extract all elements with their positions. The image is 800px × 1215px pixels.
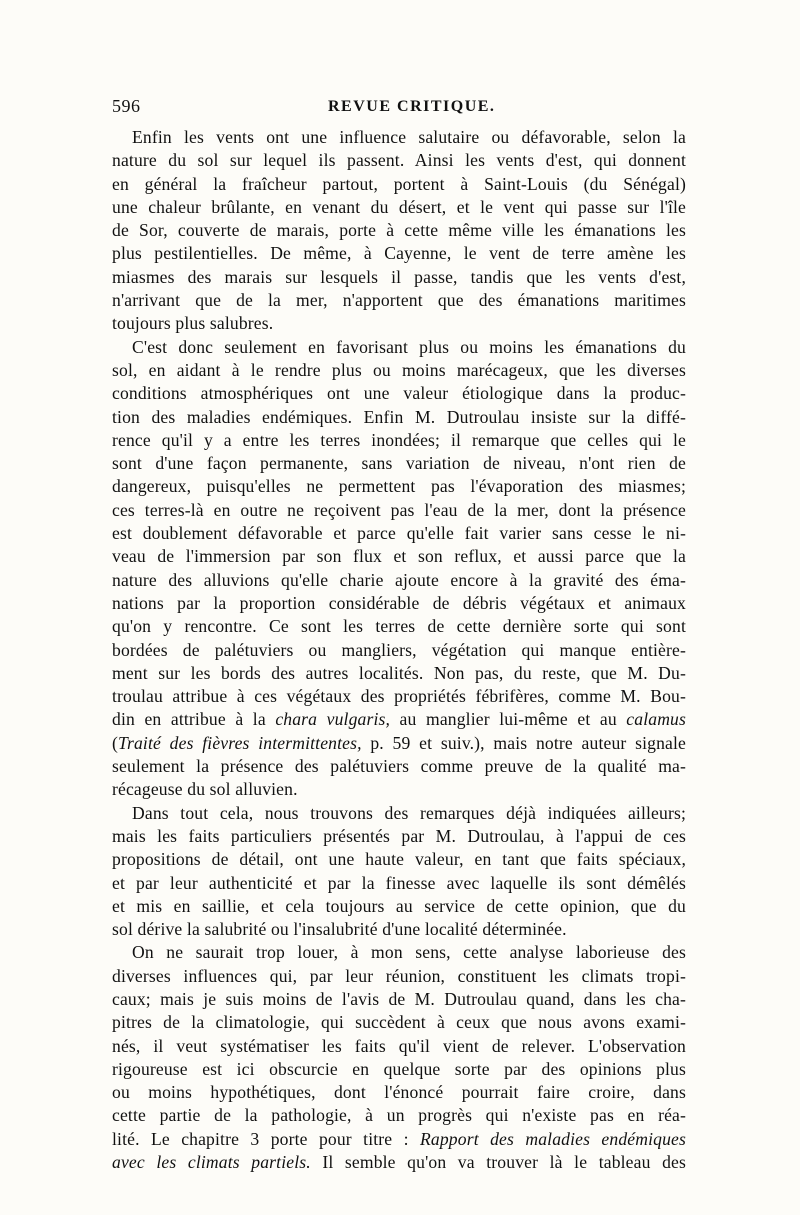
text-run: On ne saurait trop louer, à mon sens, cette analyse laborieuse des bbox=[132, 942, 686, 963]
text-line bbox=[112, 382, 686, 405]
text-line bbox=[112, 732, 686, 755]
text-run: bordées de palétuviers ou mangliers, végétation qui manque entière- bbox=[112, 639, 686, 660]
text-line bbox=[112, 452, 686, 475]
text-run: miasmes des marais sur lesquels il passe, tandis que les vents d'est, bbox=[112, 266, 686, 287]
text-line bbox=[112, 1058, 686, 1081]
text-run: Il semble qu'on va trouver là le tableau des bbox=[310, 1152, 686, 1173]
text-run: ces terres-là en outre ne reçoivent pas l'eau de la mer, dont la présence bbox=[112, 499, 686, 520]
text-run: ( bbox=[112, 732, 119, 753]
text-line bbox=[112, 708, 686, 731]
text-run: conditions atmosphériques ont une valeur étiologique dans la produc- bbox=[112, 383, 686, 404]
text-run: pitres de la climatologie, qui succèdent à ceux que nous avons exami- bbox=[112, 1012, 686, 1033]
text-line bbox=[112, 941, 686, 964]
text-run: et mis en saillie, et cela toujours au service de cette opinion, que du bbox=[112, 895, 686, 916]
text-run: une chaleur brûlante, en venant du désert, et le vent qui passe sur l'île bbox=[112, 196, 686, 217]
text-line bbox=[112, 1104, 686, 1127]
text-run: din en attribue à la bbox=[112, 709, 276, 730]
text-run: est doublement défavorable et parce qu'elle fait varier sans cesse le ni- bbox=[112, 523, 686, 544]
text-line bbox=[112, 219, 686, 242]
text-line bbox=[112, 1081, 686, 1104]
text-line bbox=[112, 1151, 686, 1174]
text-line bbox=[112, 755, 686, 778]
text-run: propositions de détail, ont une haute valeur, en tant que faits spéciaux, bbox=[112, 849, 686, 870]
text-line bbox=[112, 965, 686, 988]
text-line bbox=[112, 592, 686, 615]
page-number: 596 bbox=[112, 96, 141, 116]
text-line bbox=[112, 685, 686, 708]
text-run: p. 59 et suiv.), mais notre auteur signale bbox=[361, 732, 686, 753]
text-run: seulement la présence des palétuviers comme preuve de la qualité ma- bbox=[112, 756, 686, 777]
text-line bbox=[112, 336, 686, 359]
text-run: cette partie de la pathologie, à un progrès qui n'existe pas en réa- bbox=[112, 1105, 686, 1126]
text-line bbox=[112, 312, 686, 335]
text-line bbox=[112, 569, 686, 592]
text-line bbox=[112, 1128, 686, 1151]
text-line bbox=[112, 242, 686, 265]
text-line bbox=[112, 872, 686, 895]
text-run: plus pestilentielles. De même, à Cayenne, le vent de terre amène les bbox=[112, 243, 686, 264]
text-run: sont d'une façon permanente, sans variation de niveau, n'ont rien de bbox=[112, 453, 686, 474]
text-run: de Sor, couverte de marais, porte à cette même ville les émanations les bbox=[112, 220, 686, 241]
text-run: nés, il veut systématiser les faits qu'il vient de relever. L'observation bbox=[112, 1035, 686, 1056]
text-run: dangereux, puisqu'elles ne permettent pas l'évaporation des miasmes; bbox=[112, 476, 686, 497]
italic-text: calamus bbox=[626, 709, 686, 730]
page-header bbox=[112, 96, 686, 118]
text-run: lité. Le chapitre 3 porte pour titre : bbox=[112, 1128, 421, 1149]
text-run: qu'on y rencontre. Ce sont les terres de cette dernière sorte qui sont bbox=[112, 616, 686, 637]
text-run: diverses influences qui, par leur réunion, constituent les climats tropi- bbox=[112, 965, 686, 986]
text-line bbox=[112, 173, 686, 196]
text-line bbox=[112, 615, 686, 638]
text-line bbox=[112, 1011, 686, 1034]
italic-text: Traité des fièvres intermittentes, bbox=[118, 732, 362, 753]
text-run: rigoureuse est ici obscurcie en quelque sorte par des opinions plus bbox=[112, 1058, 686, 1079]
text-line bbox=[112, 988, 686, 1011]
running-title: REVUE CRITIQUE. bbox=[328, 98, 496, 115]
text-run: sol, en aidant à le rendre plus ou moins marécageux, que les diverses bbox=[112, 359, 686, 380]
text-line bbox=[112, 522, 686, 545]
text-run: n'arrivant que de la mer, n'apportent que des émanations maritimes bbox=[112, 290, 686, 311]
text-line bbox=[112, 778, 686, 801]
text-run: troulau attribue à ces végétaux des propriétés fébrifères, comme M. Bou- bbox=[112, 686, 686, 707]
text-line bbox=[112, 499, 686, 522]
text-run: nature du sol sur lequel ils passent. Ainsi les vents d'est, qui donnent bbox=[112, 150, 686, 171]
italic-text: chara vulgaris, bbox=[275, 709, 391, 730]
italic-text: Rapport des maladies endémiques bbox=[420, 1128, 686, 1149]
text-line bbox=[112, 918, 686, 941]
text-run: tion des maladies endémiques. Enfin M. Dutroulau insiste sur la diffé- bbox=[112, 406, 686, 427]
text-run: toujours plus salubres. bbox=[112, 313, 274, 334]
text-run: Enfin les vents ont une influence salutaire ou défavorable, selon la bbox=[132, 127, 686, 147]
text-line bbox=[112, 149, 686, 172]
text-line bbox=[112, 475, 686, 498]
text-run: mais les faits particuliers présentés par M. Dutroulau, à l'appui de ces bbox=[112, 825, 686, 846]
text-run: sol dérive la salubrité ou l'insalubrité d'une localité déterminée. bbox=[112, 919, 567, 940]
text-run: au manglier lui-même et au bbox=[390, 709, 627, 730]
text-line bbox=[112, 639, 686, 662]
text-line bbox=[112, 266, 686, 289]
text-run: nations par la proportion considérable de débris végétaux et animaux bbox=[112, 592, 686, 613]
text-line bbox=[112, 126, 686, 149]
text-line bbox=[112, 825, 686, 848]
text-line bbox=[112, 429, 686, 452]
italic-text: avec les climats partiels. bbox=[112, 1152, 311, 1173]
text-run: en général la fraîcheur partout, portent à Saint-Louis (du Sénégal) bbox=[112, 173, 686, 194]
text-line bbox=[112, 196, 686, 219]
text-run: caux; mais je suis moins de l'avis de M. Dutroulau quand, dans les cha- bbox=[112, 988, 686, 1009]
text-run: ment sur les bords des autres localités. Non pas, du reste, que M. Du- bbox=[112, 662, 686, 683]
text-run: C'est donc seulement en favorisant plus ou moins les émanations du bbox=[132, 336, 686, 357]
text-line bbox=[112, 1035, 686, 1058]
text-line bbox=[112, 406, 686, 429]
text-line bbox=[112, 289, 686, 312]
text-line bbox=[112, 895, 686, 918]
body-text bbox=[112, 126, 686, 1174]
text-run: ou moins hypothétiques, dont l'énoncé pourrait faire croire, dans bbox=[112, 1082, 686, 1103]
text-run: rence qu'il y a entre les terres inondées; il remarque que celles qui le bbox=[112, 429, 686, 450]
text-run: nature des alluvions qu'elle charie ajoute encore à la gravité des éma- bbox=[112, 569, 686, 590]
text-run: et par leur authenticité et par la finesse avec laquelle ils sont démêlés bbox=[112, 872, 686, 893]
text-line bbox=[112, 802, 686, 825]
text-line bbox=[112, 359, 686, 382]
text-run: veau de l'immersion par son flux et son reflux, et aussi parce que la bbox=[112, 546, 686, 567]
text-run: récageuse du sol alluvien. bbox=[112, 779, 298, 800]
text-line bbox=[112, 662, 686, 685]
text-line bbox=[112, 848, 686, 871]
text-line bbox=[112, 545, 686, 568]
text-run: Dans tout cela, nous trouvons des remarques déjà indiquées ailleurs; bbox=[132, 802, 686, 823]
